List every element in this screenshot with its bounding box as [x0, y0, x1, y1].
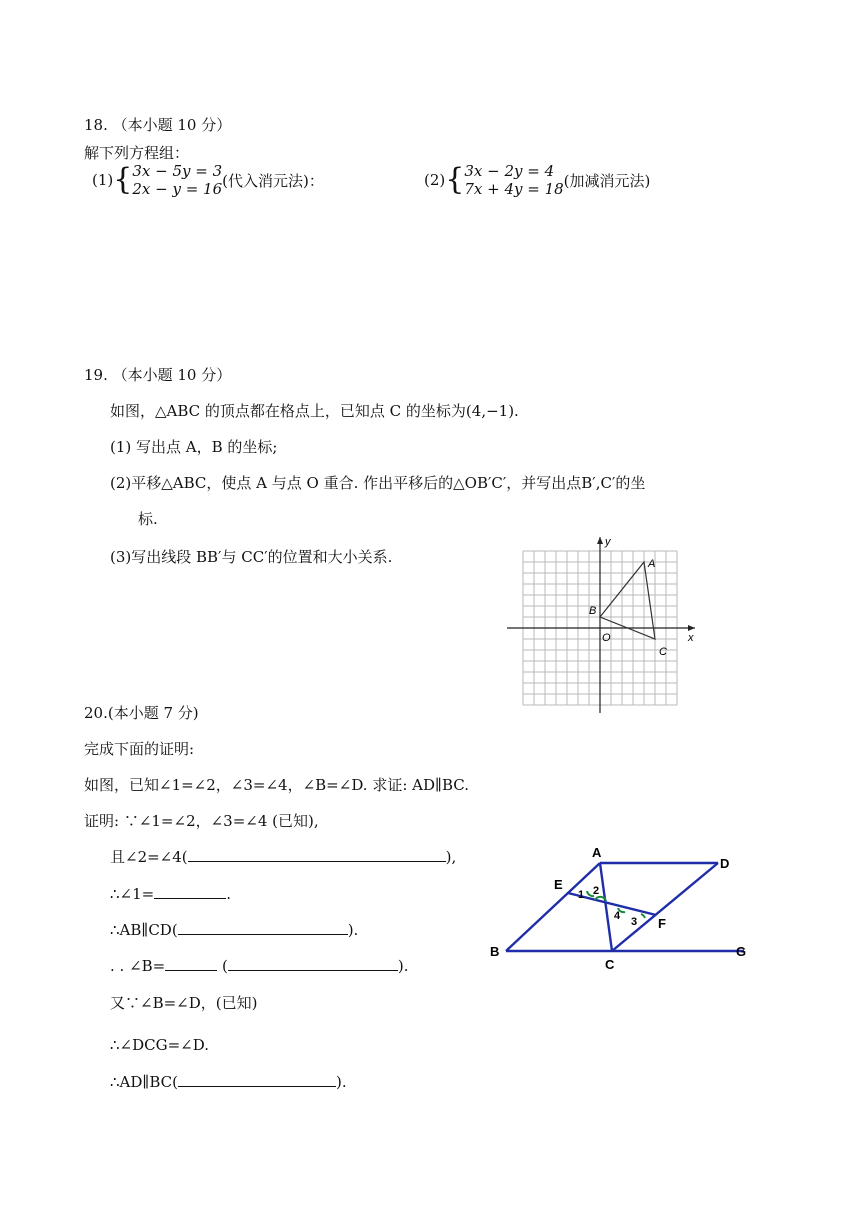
label-e: E: [554, 877, 563, 892]
y-axis-label: y: [605, 536, 611, 548]
brace-icon: {: [113, 162, 133, 197]
angle-3-label: 3: [631, 916, 638, 928]
q20-proof-line-7: [110, 1072, 347, 1091]
q20-proof-line-1: [110, 846, 456, 867]
q18-part1-system: [132, 162, 222, 198]
coordinate-grid-figure: [505, 533, 705, 715]
q18-instruction: 解下列方程组：: [84, 144, 190, 162]
figure-lines: [506, 863, 744, 951]
q20-proof-line-6: ∴∠DCG=∠D.: [110, 1036, 209, 1054]
q18-part1-eq2: 2x − y = 16: [132, 180, 223, 198]
line4-prefix: . . ∠B=: [110, 957, 166, 975]
answer-blank[interactable]: [165, 956, 217, 971]
q18-part1-eq1: 3x − 5y = 3: [132, 162, 223, 180]
label-a: A: [592, 845, 602, 860]
q20-proof-line-2: [110, 884, 231, 903]
line1-suffix: ),: [445, 848, 457, 866]
answer-blank[interactable]: [178, 1072, 336, 1087]
label-b: B: [490, 944, 500, 959]
line7-prefix: ∴AD∥BC(: [110, 1073, 178, 1091]
origin-label: O: [602, 632, 611, 644]
point-b-label: B: [589, 605, 597, 617]
q18-part1: [92, 162, 324, 198]
q19-item1: (1) 写出点 A，B 的坐标;: [110, 438, 278, 456]
q20-header: 20.(本小题 7 分): [84, 704, 199, 722]
q18-part1-label: (1): [92, 171, 114, 189]
q18-part2-label: (2): [424, 171, 446, 189]
line4-middle: (: [217, 957, 228, 975]
q20-instruction: 完成下面的证明:: [84, 740, 195, 758]
q19-header: 19. （本小题 10 分）: [84, 366, 232, 384]
angle-4-label: 4: [614, 910, 621, 922]
label-f: F: [658, 916, 666, 931]
answer-blank[interactable]: [188, 847, 446, 862]
y-axis-arrow-icon: [597, 537, 603, 544]
line1-prefix: 且∠2=∠4(: [110, 848, 188, 866]
x-axis-label: x: [688, 632, 694, 644]
line7-suffix: ).: [335, 1073, 347, 1091]
angle-2-label: 2: [593, 885, 600, 897]
answer-blank[interactable]: [154, 884, 226, 899]
q19-item2: (2)平移△ABC，使点 A 与点 O 重合. 作出平移后的△OB′C′，并写出点B′,C′的坐: [110, 474, 646, 492]
q19-intro: 如图，△ABC 的顶点都在格点上，已知点 C 的坐标为(4,−1).: [110, 402, 519, 420]
q18-part1-method: (代入消元法)：: [222, 171, 324, 190]
q20-proof-line-4: [110, 956, 408, 975]
q18-part2-system: [464, 162, 563, 198]
q20-given: 如图，已知∠1=∠2，∠3=∠4，∠B=∠D. 求证: AD∥BC.: [84, 776, 469, 794]
label-g: G: [736, 944, 747, 959]
answer-blank[interactable]: [178, 920, 348, 935]
q18-part2-method: (加减消元法): [563, 171, 651, 190]
line3-prefix: ∴AB∥CD(: [110, 921, 178, 939]
point-a-label: A: [648, 558, 656, 570]
angle-1-label: 1: [578, 889, 585, 901]
label-d: D: [720, 856, 730, 871]
q19-item3: (3)写出线段 BB′与 CC′的位置和大小关系.: [110, 548, 393, 566]
q20-proof-line-5: 又∵∠B=∠D，(已知): [110, 994, 258, 1012]
label-c: C: [605, 957, 615, 972]
brace-icon: {: [445, 162, 465, 197]
q18-header: 18. （本小题 10 分）: [84, 116, 232, 134]
line2-suffix: .: [226, 885, 232, 903]
answer-blank[interactable]: [228, 956, 398, 971]
q20-proof-start: 证明: ∵∠1=∠2，∠3=∠4 (已知),: [84, 812, 319, 830]
line2-prefix: ∴∠1=: [110, 885, 155, 903]
q18-part2-eq2: 7x + 4y = 18: [464, 180, 564, 198]
parallelogram-figure: [486, 838, 754, 972]
x-axis-arrow-icon: [688, 625, 695, 631]
q19-item2-continued: 标.: [138, 510, 158, 528]
q20-proof-line-3: [110, 920, 358, 939]
line3-suffix: ).: [347, 921, 359, 939]
q18-part2-eq1: 3x − 2y = 4: [464, 162, 555, 180]
point-c-label: C: [659, 646, 667, 658]
q18-part2: [424, 162, 650, 198]
line4-suffix: ).: [397, 957, 409, 975]
